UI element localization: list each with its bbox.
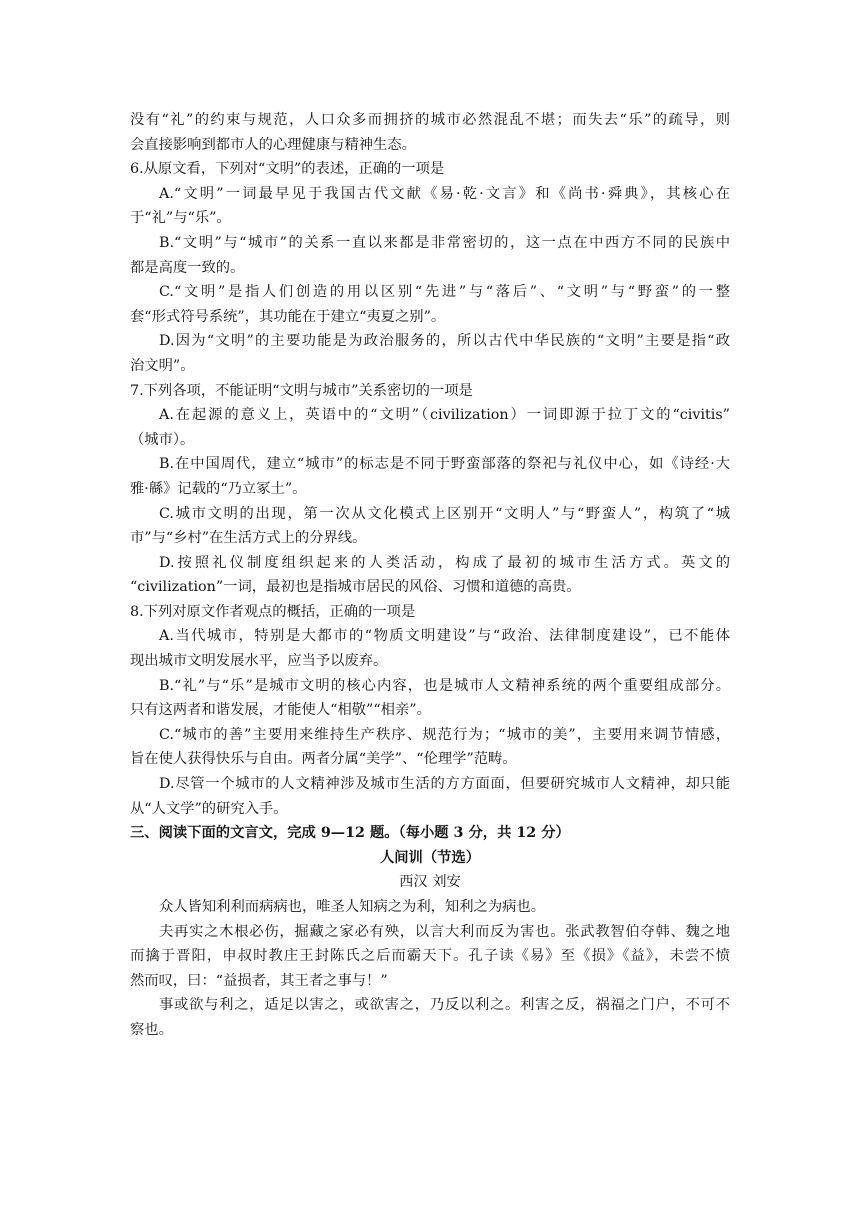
- passage-title: 人间训（节选）: [379, 849, 481, 866]
- section-heading: 三、阅读下面的文言文，完成 9—12 题。（每小题 3 分，共 12 分）: [130, 825, 570, 842]
- text-line: 夫再实之木根必伤，掘藏之家必有殃，以言大利而反为害也。张武教智伯夺韩、魏之地: [159, 923, 730, 940]
- text-line: C.“文明”是指人们创造的用以区别“先进”与“落后”、“文明”与“野蛮”的一整: [159, 284, 730, 301]
- text-line: 事或欲与利之，适足以害之，或欲害之，乃反以利之。利害之反，祸福之门户，不可不: [159, 997, 730, 1014]
- text-line: 然而叹，曰：“益损者，其王者之事与！”: [130, 972, 388, 989]
- text-line: 7.下列各项，不能证明“文明与城市”关系密切的一项是: [130, 382, 473, 399]
- text-line: A.在起源的意义上，英语中的“文明”（civilization）一词即源于拉丁文的“civitis”: [159, 407, 730, 424]
- text-line: D.因为“文明”的主要功能是为政治服务的，所以古代中华民族的“文明”主要是指“政: [159, 333, 730, 350]
- text-line: 众人皆知利利而病病也，唯圣人知病之为利，知利之为病也。: [159, 899, 546, 915]
- text-line: 旨在使人获得快乐与自由。两者分属“美学”、“伦理学”范畴。: [130, 751, 517, 768]
- text-line: 都是高度一致的。: [130, 259, 245, 276]
- text-line: 雅·緜》记载的“乃立冢土”。: [130, 480, 307, 497]
- text-line: B.在中国周代，建立“城市”的标志是不同于野蛮部落的祭祀与礼仪中心，如《诗经·大: [159, 456, 730, 473]
- text-line: 市”与“乡村”在生活方式上的分界线。: [130, 530, 367, 547]
- text-line: A.“文明”一词最早见于我国古代文献《易·乾·文言》和《尚书·舜典》，其核心在: [159, 185, 730, 202]
- text-line: C.城市文明的出现，第一次从文化模式上区别开“文明人”与“野蛮人”，构筑了“城: [159, 505, 730, 522]
- text-line: 6.从原文看，下列对“文明”的表述，正确的一项是: [130, 161, 445, 178]
- text-line: 而擒于晋阳，申叔时教庄王封陈氏之后而霸天下。孔子读《易》至《损》《益》，未尝不愤: [130, 948, 730, 965]
- text-line: D.按照礼仪制度组织起来的人类活动，构成了最初的城市生活方式。英文的: [159, 554, 730, 571]
- text-line: B.“文明”与“城市”的关系一直以来都是非常密切的，这一点在中西方不同的民族中: [159, 234, 730, 251]
- text-line: 8.下列对原文作者观点的概括，正确的一项是: [130, 603, 416, 620]
- text-line: 于“礼”与“乐”。: [130, 210, 231, 227]
- text-line: C.“城市的善”主要用来维持生产秩序、规范行为；“城市的美”，主要用来调节情感，: [159, 726, 730, 743]
- text-line: 从“人文学”的研究入手。: [130, 800, 288, 817]
- text-line: 没有“礼”的约束与规范，人口众多而拥挤的城市必然混乱不堪；而失去“乐”的疏导，则: [130, 112, 730, 128]
- text-line: “civilization”一词，最初也是指城市居民的风俗、习惯和道德的高贵。: [130, 579, 581, 596]
- text-line: 只有这两者和谐发展，才能使人“相敬”“相亲”。: [130, 702, 431, 719]
- document-body: [130, 108, 730, 1043]
- text-line: 现出城市文明发展水平，应当予以废弃。: [130, 653, 388, 670]
- text-line: 察也。: [130, 1021, 173, 1038]
- text-line: B.“礼”与“乐”是城市文明的核心内容，也是城市人文精神系统的两个重要组成部分。: [159, 677, 730, 694]
- text-line: A.当代城市，特别是大都市的“物质文明建设”与“政治、法律制度建设”，已不能体: [159, 628, 730, 645]
- text-line: 治文明”。: [130, 357, 195, 374]
- text-line: 会直接影响到都市人的心理健康与精神生态。: [130, 136, 416, 153]
- text-line: 套“形式符号系统”，其功能在于建立“夷夏之别”。: [130, 308, 446, 325]
- text-line: （城市）。: [130, 431, 195, 448]
- text-line: D.尽管一个城市的人文精神涉及城市生活的方方面面，但要研究城市人文精神，却只能: [159, 776, 730, 793]
- passage-author: 西汉 刘安: [399, 874, 461, 891]
